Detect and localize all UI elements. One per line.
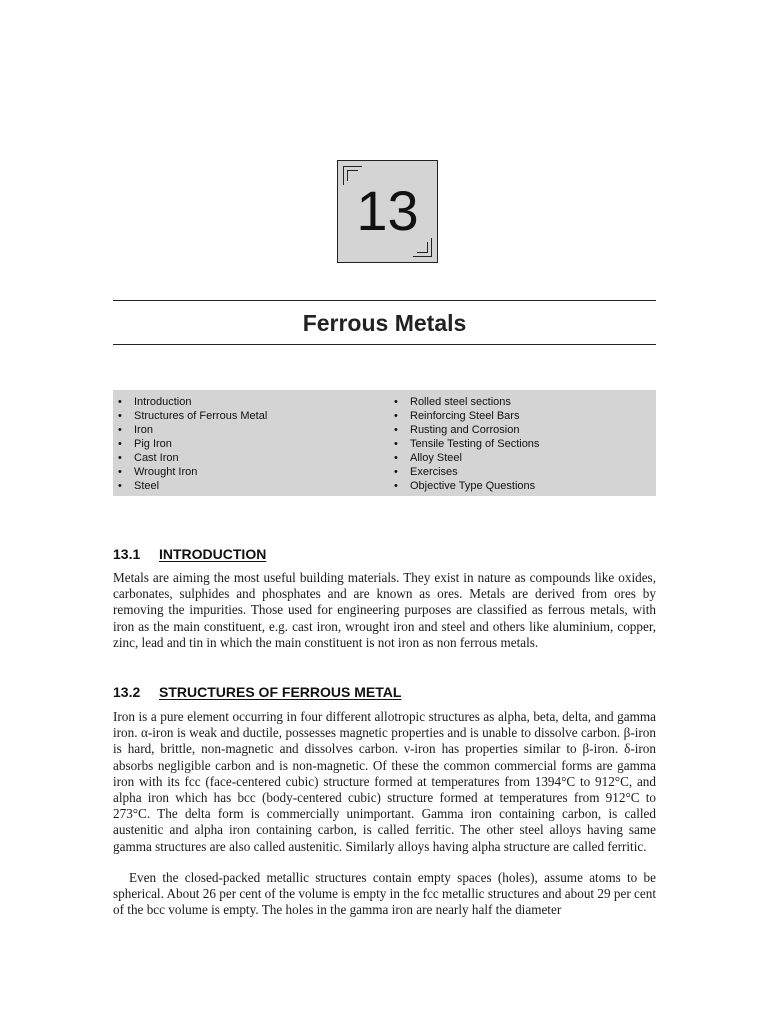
- contents-item: • Rusting and Corrosion: [391, 423, 539, 437]
- contents-item: • Steel: [115, 479, 267, 493]
- paragraph: Iron is a pure element occurring in four different allotropic structures as alpha, beta, delta, and gamma iron. α-iron is weak and ductile, possesses magnetic properties and is unable to dissolve carbon. β-iron is hard, brittle, non-magnetic and dissolves carbon. ν-iron has properties similar to β-iron. δ-iron absorbs negligible carbon and is non-magnetic. Of these the common commercial forms are gamma iron with its fcc (face-centered cubic) structure formed at temperatures from 1394°C to 912°C, and alpha iron which has bcc (body-centered cubic) structure formed at temperatures from 912°C to 273°C. The delta form is commercially unimportant. Gamma iron containing carbon, is called austenitic and alpha iron containing carbon, is called ferritic. The other steel alloys having same gamma structures are also called austenitic. Similarly alloys having alpha structure are called ferritic.: [113, 709, 656, 854]
- section-number: 13.1: [113, 546, 141, 562]
- chapter-number: 13: [356, 179, 419, 242]
- contents-item: • Rolled steel sections: [391, 395, 539, 409]
- paragraph: Metals are aiming the most useful building materials. They exist in nature as compounds like oxides, carbonates, sulphides and phosphates and are known as ores. Metals are derived from ores by removing the impurities. Those used for engineering purposes are classified as ferrous metals, with iron as the main constituent, e.g. cast iron, wrought iron and steel and others like aluminium, copper, zinc, lead and tin in which the main constituent is not iron as non ferrous metals.: [113, 570, 656, 650]
- contents-list-right: [391, 395, 539, 493]
- section-title: STRUCTURES OF FERROUS METAL: [159, 684, 402, 700]
- contents-item: • Exercises: [391, 465, 539, 479]
- paragraph: Even the closed-packed metallic structures contain empty spaces (holes), assume atoms to be spherical. About 26 per cent of the volume is empty in the fcc metallic structures and about 29 per cent of the bcc volume is empty. The holes in the gamma iron are nearly half the diameter: [113, 870, 656, 918]
- chapter-number-box: [337, 160, 438, 263]
- contents-item: • Reinforcing Steel Bars: [391, 409, 539, 423]
- contents-item: • Pig Iron: [115, 437, 267, 451]
- contents-list-left: [115, 395, 267, 493]
- contents-item: • Introduction: [115, 395, 267, 409]
- contents-item: • Objective Type Questions: [391, 479, 539, 493]
- contents-item: • Alloy Steel: [391, 451, 539, 465]
- title-rule-top: [113, 300, 656, 301]
- contents-item: • Structures of Ferrous Metal: [115, 409, 267, 423]
- contents-item: • Iron: [115, 423, 267, 437]
- chapter-title: Ferrous Metals: [302, 310, 467, 336]
- contents-item: • Tensile Testing of Sections: [391, 437, 539, 451]
- title-rule-bottom: [113, 344, 656, 345]
- section-title: INTRODUCTION: [159, 546, 267, 562]
- contents-item: • Wrought Iron: [115, 465, 267, 479]
- chapter-contents: [113, 390, 656, 496]
- section-heading-introduction: [113, 545, 266, 563]
- section-heading-structures: [113, 683, 401, 701]
- corner-ornament: [417, 242, 428, 253]
- section-number: 13.2: [113, 684, 141, 700]
- contents-item: • Cast Iron: [115, 451, 267, 465]
